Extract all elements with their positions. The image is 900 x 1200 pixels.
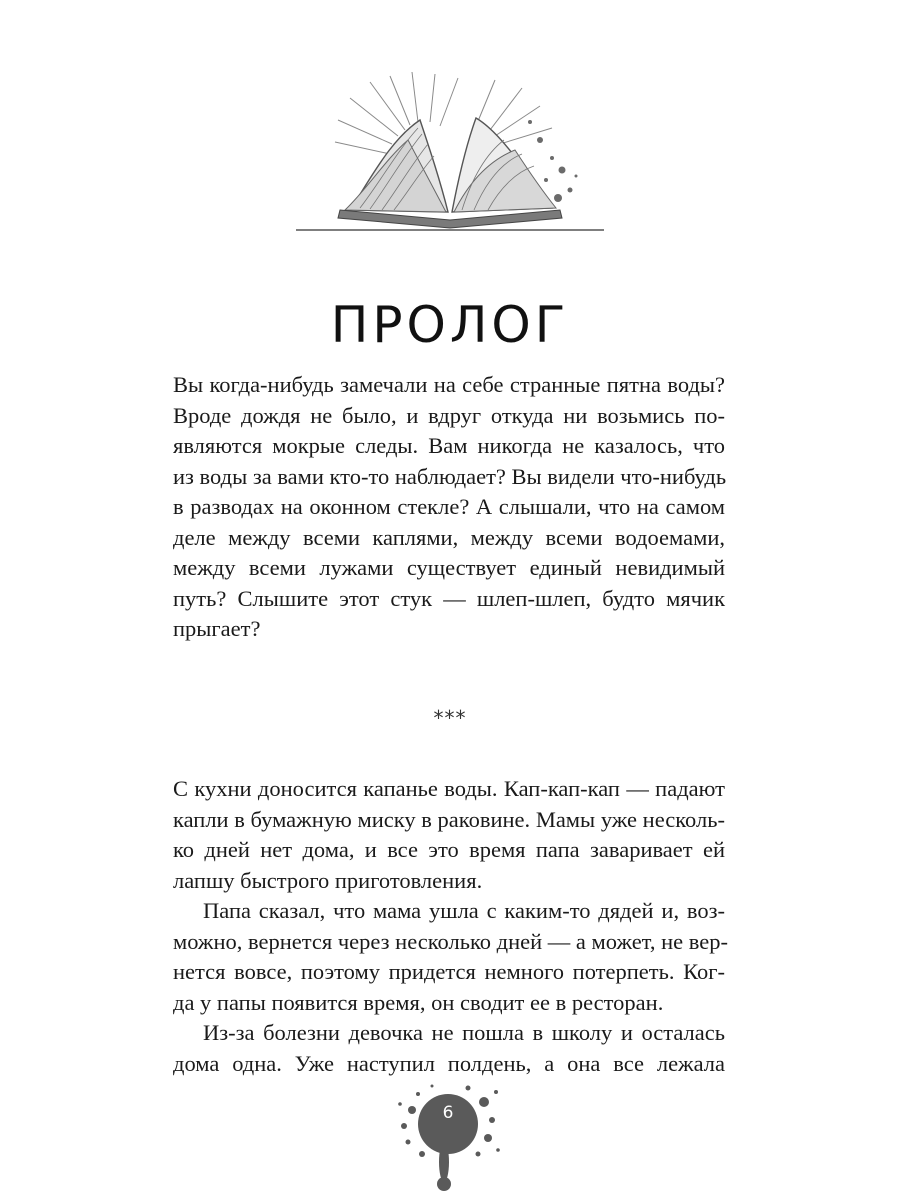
text-line: являются мокрые следы. Вам никогда не казалось, что <box>173 433 725 458</box>
text-line: в разводах на оконном стекле? А слышали, что на самом <box>173 494 725 519</box>
text-line: Из-за болезни девочка не пошла в школу и осталась <box>203 1020 725 1045</box>
chapter-title: ПРОЛОГ <box>330 295 570 354</box>
text-line: ко дней нет дома, и все это время папа заваривает ей <box>173 837 725 862</box>
page-number: 6 <box>442 1103 454 1123</box>
text-line: капли в бумажную миску в раковине. Мамы уже несколь- <box>173 806 725 832</box>
text-line: можно, вернется через несколько дней — а может, не вер- <box>173 928 728 954</box>
text-line: между всеми лужами существует единый невидимый <box>173 555 725 580</box>
text-line: Вроде дождя не было, и вдруг откуда ни возьмись по- <box>173 402 725 428</box>
text-line: из воды за вами кто-то наблюдает? Вы видели что-нибудь <box>173 463 727 489</box>
text-line: дома одна. Уже наступил полдень, а она все лежала <box>173 1050 725 1076</box>
text-line: Папа сказал, что мама ушла с каким-то дядей и, воз- <box>203 898 725 923</box>
text-line: да у папы появится время, он сводит ее в ресторан. <box>173 989 664 1015</box>
prologue-text <box>173 370 725 645</box>
text-line: деле между всеми каплями, между всеми водоемами, <box>173 524 725 550</box>
text-line: путь? Слышите этот стук — шлеп-шлеп, будто мячик <box>173 585 725 611</box>
open-book-icon <box>290 70 610 235</box>
ink-blot-icon <box>392 1080 504 1192</box>
text-line: прыгает? <box>173 616 261 641</box>
text-line: нется вовсе, поэтому придется немного потерпеть. Ког- <box>173 959 725 984</box>
story-text <box>173 774 728 1079</box>
section-separator: *** <box>433 706 467 730</box>
text-line: С кухни доносится капанье воды. Кап-кап-кап — падают <box>173 776 725 801</box>
text-line: лапшу быстрого приготовления. <box>173 867 483 893</box>
text-line: Вы когда-нибудь замечали на себе странные пятна воды? <box>173 372 725 397</box>
